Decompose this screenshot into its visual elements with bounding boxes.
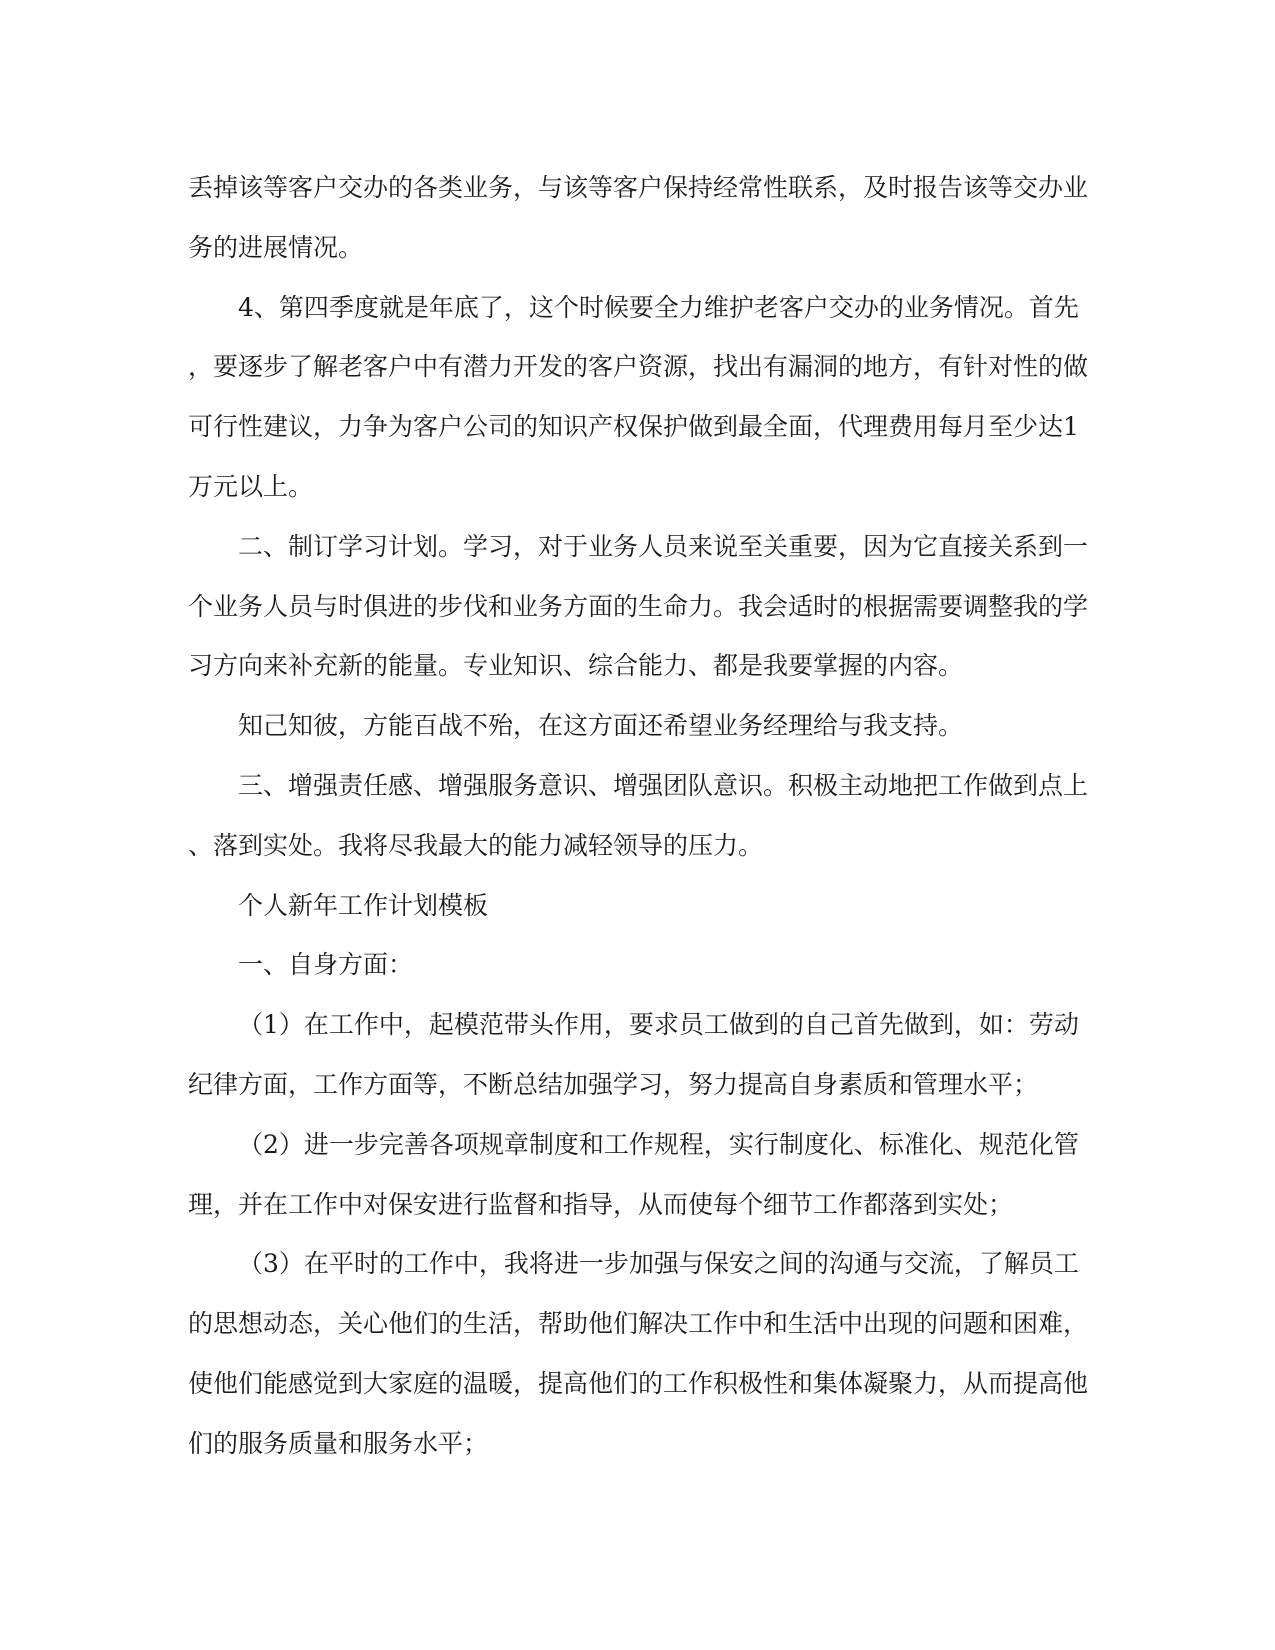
- text-line: 三、增强责任感、增强服务意识、增强团队意识。积极主动地把工作做到点上: [238, 770, 1088, 800]
- text-line: （3）在平时的工作中，我将进一步加强与保安之间的沟通与交流，了解员工: [238, 1249, 1079, 1279]
- text-line: ，要逐步了解老客户中有潜力开发的客户资源，找出有漏洞的地方，有针对性的做: [188, 352, 1088, 382]
- text-line: 使他们能感觉到大家庭的温暖，提高他们的工作积极性和集体凝聚力，从而提高他: [188, 1368, 1088, 1398]
- text-line: （2）进一步完善各项规章制度和工作规程，实行制度化、标准化、规范化管: [238, 1129, 1079, 1159]
- text-line: 、落到实处。我将尽我最大的能力减轻领导的压力。: [188, 830, 764, 860]
- text-line: 个业务人员与时俱进的步伐和业务方面的生命力。我会适时的根据需要调整我的学: [188, 591, 1088, 621]
- text-line: 理，并在工作中对保安进行监督和指导，从而使每个细节工作都落到实处；: [188, 1189, 1014, 1219]
- text-line: 二、制订学习计划。学习，对于业务人员来说至关重要，因为它直接关系到一: [238, 531, 1088, 561]
- document-body: [188, 158, 1088, 1474]
- text-line: 习方向来补充新的能量。专业知识、综合能力、都是我要掌握的内容。: [188, 651, 964, 681]
- text-line: 4、第四季度就是年底了，这个时候要全力维护老客户交办的业务情况。首先: [238, 292, 1079, 322]
- text-line: 们的服务质量和服务水平；: [188, 1428, 489, 1458]
- text-line: 万元以上。: [188, 471, 314, 501]
- text-line: （1）在工作中，起模范带头作用，要求员工做到的自己首先做到，如：劳动: [238, 1010, 1079, 1040]
- text-line: 可行性建议，力争为客户公司的知识产权保护做到最全面，代理费用每月至少达1: [188, 412, 1079, 442]
- subsection-heading: 一、自身方面：: [238, 950, 414, 980]
- text-line: 丢掉该等客户交办的各类业务，与该等客户保持经常性联系，及时报告该等交办业: [188, 173, 1088, 202]
- text-line: 知己知彼，方能百战不殆，在这方面还希望业务经理给与我支持。: [238, 711, 964, 741]
- section-heading: 个人新年工作计划模板: [238, 890, 489, 920]
- text-line: 纪律方面，工作方面等，不断总结加强学习，努力提高自身素质和管理水平；: [188, 1069, 1039, 1099]
- text-line: 的思想动态，关心他们的生活，帮助他们解决工作中和生活中出现的问题和困难，: [188, 1309, 1088, 1339]
- text-line: 务的进展情况。: [188, 232, 364, 262]
